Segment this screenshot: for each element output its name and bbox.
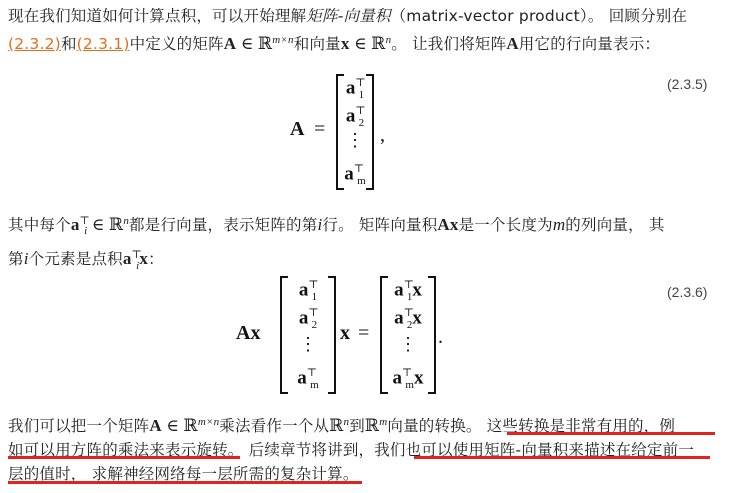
eq2-lhs: Ax: [236, 322, 261, 344]
eq2-left-row-dots: ⋮: [299, 334, 317, 354]
eq1-row-1: $a^⊤_1$: [345, 77, 366, 102]
underline-2b: [414, 456, 710, 459]
eq2-equals: =: [358, 322, 370, 344]
paragraph-row-vectors: 其中每个$a^⊤_i$ ∈ ℝ$^n$都是行向量，表示矩阵的第i行。 矩阵向量积Ax是一个长度为m的列向量， 其 第i个元素是点积$a^⊤_ix$：: [8, 215, 665, 272]
underline-3a: [8, 481, 362, 484]
eq1-number: (2.3.5): [667, 76, 708, 92]
eq2-right-row-dots: ⋮: [399, 334, 417, 354]
underline-1a: [507, 432, 715, 435]
eq1-row-2: $a^⊤_2$: [345, 105, 366, 130]
eq1-comma: ,: [380, 124, 385, 146]
paragraph-intro: 现在我们知道如何计算点积，可以开始理解矩阵-向量积（matrix-vector product）。 回顾分别在 (2.3.2)和(2.3.1)中定义的矩阵A ∈ ℝ$^{m\times n}$和向量x ∈ ℝ$^n$。 让我们将矩阵A用它的行向量表示：: [8, 7, 688, 54]
equation-ref-2-3-2[interactable]: (2.3.2): [8, 35, 61, 54]
eq2-matrix-right: [380, 276, 436, 394]
eq2-left-row-m: $a^⊤_m$: [297, 367, 319, 392]
eq2-period: .: [438, 326, 443, 348]
eq2-right-row-1: $a^⊤_1x$: [394, 279, 422, 304]
equation-2-3-6: [0, 270, 729, 400]
eq1-matrix: [336, 74, 374, 190]
equation-2-3-5: [0, 68, 729, 198]
eq2-matrix-left: [280, 276, 336, 394]
equation-ref-2-3-1[interactable]: (2.3.1): [76, 35, 130, 54]
eq2-left-row-2: $a^⊤_2$: [298, 307, 319, 332]
underline-2a: [8, 456, 240, 459]
eq2-right-row-m: $a^⊤_mx$: [392, 367, 424, 392]
eq1-lhs: A: [290, 118, 305, 140]
eq2-number: (2.3.6): [667, 284, 708, 300]
eq2-right-row-2: $a^⊤_2x$: [394, 307, 422, 332]
eq1-equals: =: [314, 118, 326, 140]
eq2-x: x: [340, 322, 350, 344]
paragraph-transformations: 我们可以把一个矩阵A ∈ ℝ$^{m\times n}$乘法看作一个从ℝ$^n$到ℝ$^m$向量的转换。 这些转换是非常有用的，例 如可以用方阵的乘法来表示旋转。 后续章节将讲到，我们也可以使用矩阵-向量积来描述在给定前一 层的值时， 求解神经网络每一层所需的复杂计算。: [8, 416, 695, 484]
term-matrix-vector-product: 矩阵-向量积: [306, 7, 391, 25]
eq1-row-dots: ⋮: [346, 130, 364, 150]
eq2-left-row-1: $a^⊤_1$: [298, 279, 319, 304]
eq1-row-m: $a^⊤_m$: [344, 163, 366, 188]
